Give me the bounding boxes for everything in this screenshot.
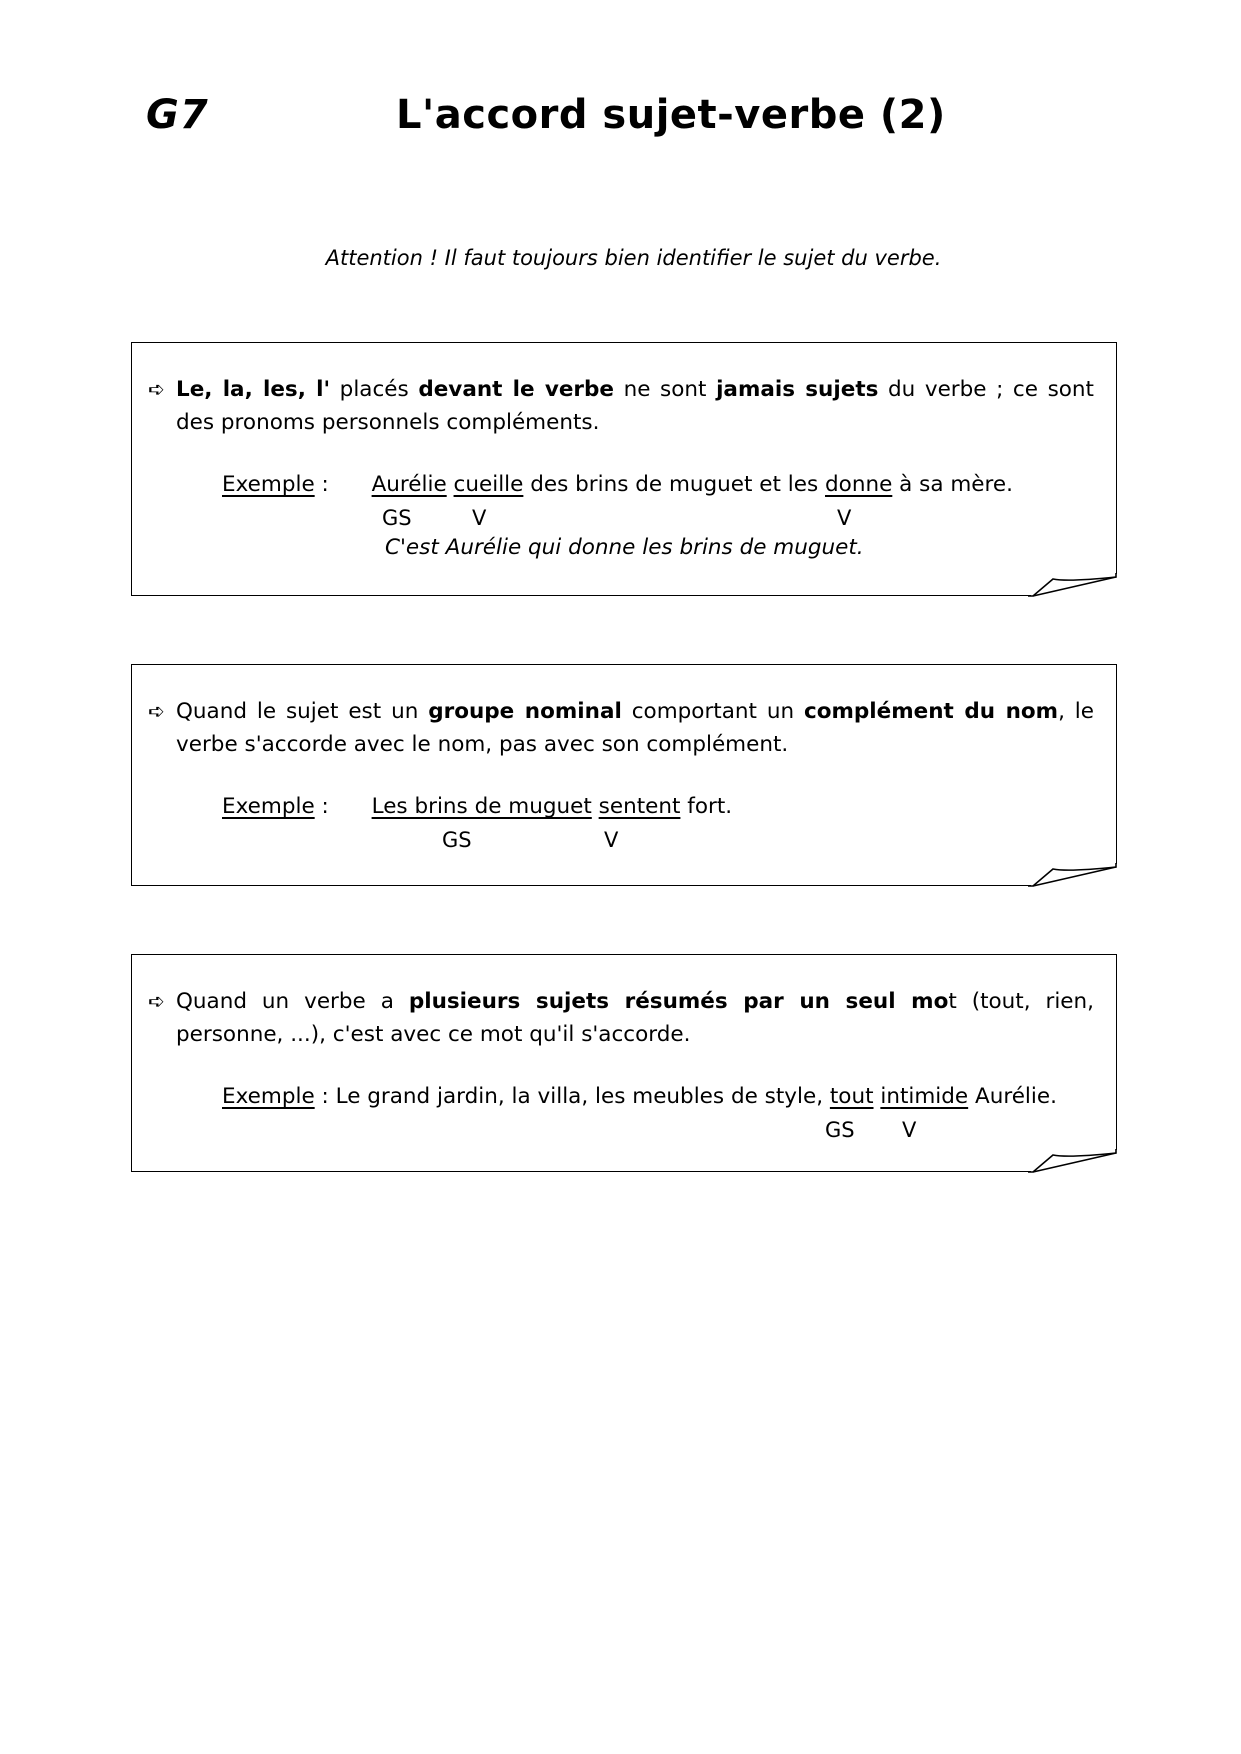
rule-text-segment: Quand un verbe a <box>176 989 409 1014</box>
example-line <box>222 791 732 823</box>
rule-keyword: devant le verbe <box>418 377 615 402</box>
rule-text <box>148 695 1094 761</box>
v-tag: V <box>472 506 487 530</box>
verb-word: cueille <box>453 472 524 497</box>
rule-keyword: Le, la, les, l' <box>176 377 331 402</box>
hand-pointer-arrow-icon: ➪ <box>148 989 165 1013</box>
rule-box-summary-word <box>131 954 1117 1172</box>
example-text: à sa mère. <box>892 472 1013 497</box>
v-tag: V <box>837 506 852 530</box>
rule-text-segment: t (tout, rien, personne, ...), c'est avec ce mot qu'il s'accorde. <box>176 989 1094 1047</box>
v-tag: V <box>902 1118 917 1142</box>
rule-box-pronouns <box>131 342 1117 596</box>
rule-text <box>148 373 1094 439</box>
lesson-code: G7 <box>146 92 209 138</box>
rule-text <box>148 985 1094 1051</box>
example-text: Aurélie. <box>968 1084 1057 1109</box>
example-text: fort. <box>680 794 733 819</box>
rule-text-segment: Quand le sujet est un <box>176 699 429 724</box>
hand-pointer-arrow-icon: ➪ <box>148 699 165 723</box>
page-curl-icon <box>1028 573 1118 597</box>
verb-word: intimide <box>880 1084 969 1109</box>
verb-word: donne <box>825 472 893 497</box>
gs-tag: GS <box>825 1118 855 1142</box>
gs-tag: GS <box>382 506 412 530</box>
rule-keyword: groupe nominal <box>428 699 622 724</box>
example-label: Exemple <box>222 472 315 497</box>
subject-word: Aurélie <box>371 472 447 497</box>
subject-word: tout <box>829 1084 874 1109</box>
example-label: Exemple <box>222 1084 315 1109</box>
rule-text-segment: placés <box>330 377 419 402</box>
hand-pointer-arrow-icon: ➪ <box>148 377 165 401</box>
example-text: des brins de muguet et les <box>523 472 826 497</box>
rule-keyword: jamais sujets <box>716 377 879 402</box>
gs-tag: GS <box>442 828 472 852</box>
page-curl-icon <box>1028 1149 1118 1173</box>
rule-text-segment: ne sont <box>614 377 717 402</box>
rule-box-noun-complement <box>131 664 1117 886</box>
example-colon: : <box>314 472 329 497</box>
subject-group: Les brins de muguet <box>371 794 592 819</box>
example-text: Le grand jardin, la villa, les meubles de style, <box>335 1084 830 1109</box>
rule-text-segment: comportant un <box>621 699 804 724</box>
verb-word: sentent <box>598 794 681 819</box>
warning-subtitle: Attention ! Il faut toujours bien identifier le sujet du verbe. <box>325 246 942 270</box>
page-curl-icon <box>1028 863 1118 887</box>
rule-keyword: complément du nom <box>803 699 1059 724</box>
example-line <box>222 469 1013 501</box>
page-title: L'accord sujet-verbe (2) <box>396 92 946 138</box>
example-label: Exemple <box>222 794 315 819</box>
rule-keyword: plusieurs sujets résumés par un seul mo <box>408 989 949 1014</box>
rule-text-segment: , le verbe s'accorde avec le nom, pas avec son complément. <box>176 699 1095 757</box>
example-colon: : <box>314 1084 336 1109</box>
rule-text-segment: du verbe ; ce sont des pronoms personnels compléments. <box>176 377 1094 435</box>
v-tag: V <box>604 828 619 852</box>
example-colon: : <box>314 794 329 819</box>
example-explanation: C'est Aurélie qui donne les brins de muguet. <box>385 535 864 560</box>
example-line <box>222 1081 1057 1113</box>
